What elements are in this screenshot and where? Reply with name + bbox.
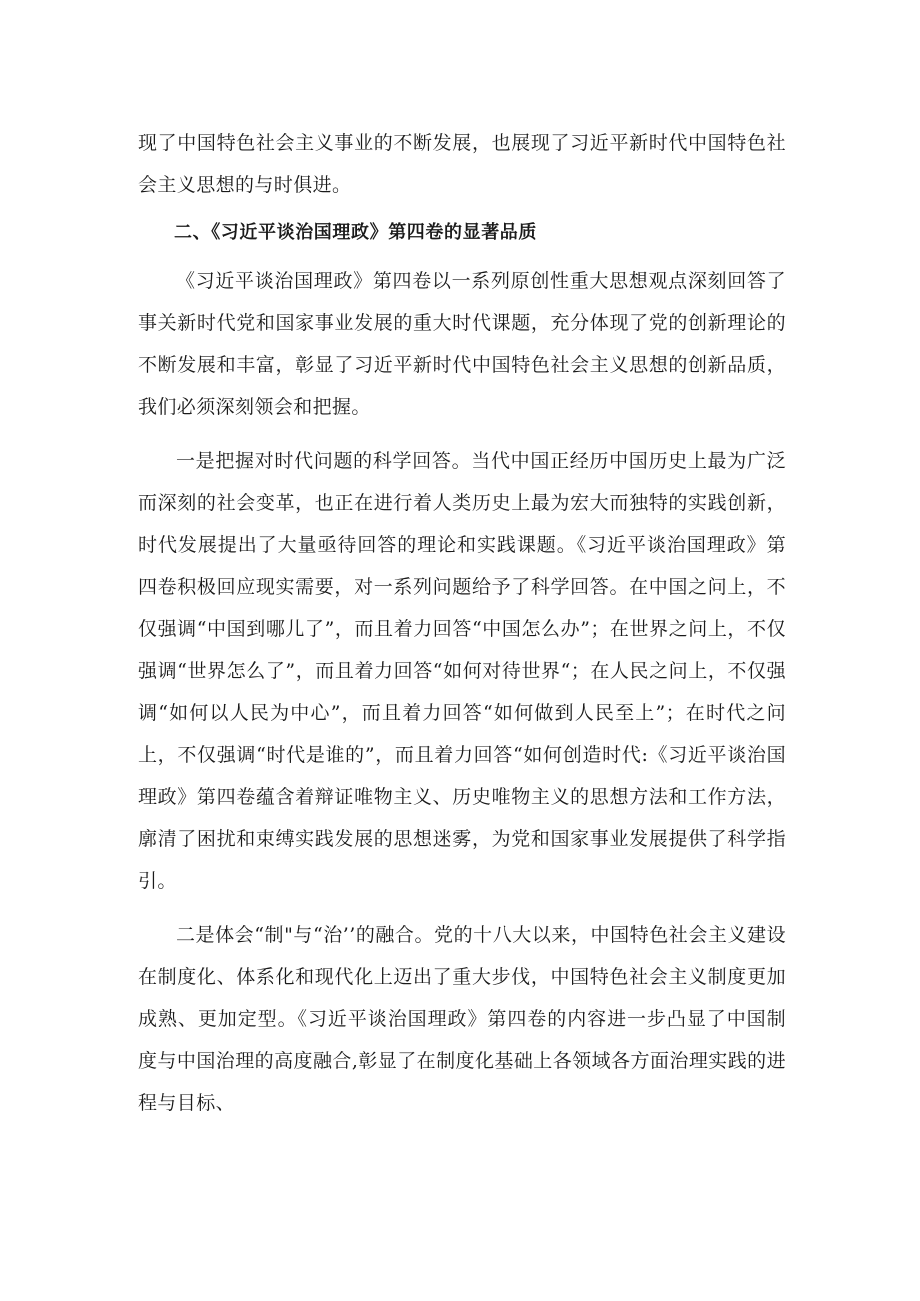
paragraph-intro: 《习近平谈治国理政》第四卷以一系列原创性重大思想观点深刻回答了事关新时代党和国家事业发展的重大时代课题，充分体现了党的创新理论的不断发展和丰富，彰显了习近平新时代中国特色社会主义思想的创新品质，我们必须深刻领会和把握。 (138, 270, 786, 418)
document-body (138, 122, 786, 1124)
paragraph-point-one: 一是把握对时代问题的科学回答。当代中国正经历中国历史上最为广泛而深刻的社会变革，也正在进行着人类历史上最为宏大而独特的实践创新，时代发展提出了大量亟待回答的理论和实践课题。《习近平谈治国理政》第四卷积极回应现实需要，对一系列问题给予了科学回答。在中国之问上，不仅强调“中国到哪儿了”，而且着力回答“中国怎么办”；在世界之问上，不仅强调“世界怎么了”，而且着力回答“如何对待世界“；在人民之问上，不仅强调“如何以人民为中心”，而且着力回答“如何做到人民至上”；在时代之问上，不仅强调“时代是谁的”，而且着力回答“如何创造时代:《习近平谈治国理政》第四卷蕴含着辩证唯物主义、历史唯物主义的思想方法和工作方法，廓清了困扰和束缚实践发展的思想迷雾，为党和国家事业发展提供了科学指引。 (138, 450, 786, 892)
paragraph-continuation: 现了中国特色社会主义事业的不断发展，也展现了习近平新时代中国特色社会主义思想的与时俱进。 (138, 132, 786, 196)
section-heading: 二、《习近平谈治国理政》第四卷的显著品质 (174, 222, 537, 243)
paragraph-point-two: 二是体会“制"与“治’’的融合。党的十八大以来，中国特色社会主义建设在制度化、体系化和现代化上迈出了重大步伐，中国特色社会主义制度更加成熟、更加定型。《习近平谈治国理政》第四卷的内容进一步凸显了中国制度与中国治理的高度融合,彰显了在制度化基础上各领域各方面治理实践的进程与目标、 (138, 924, 786, 1114)
